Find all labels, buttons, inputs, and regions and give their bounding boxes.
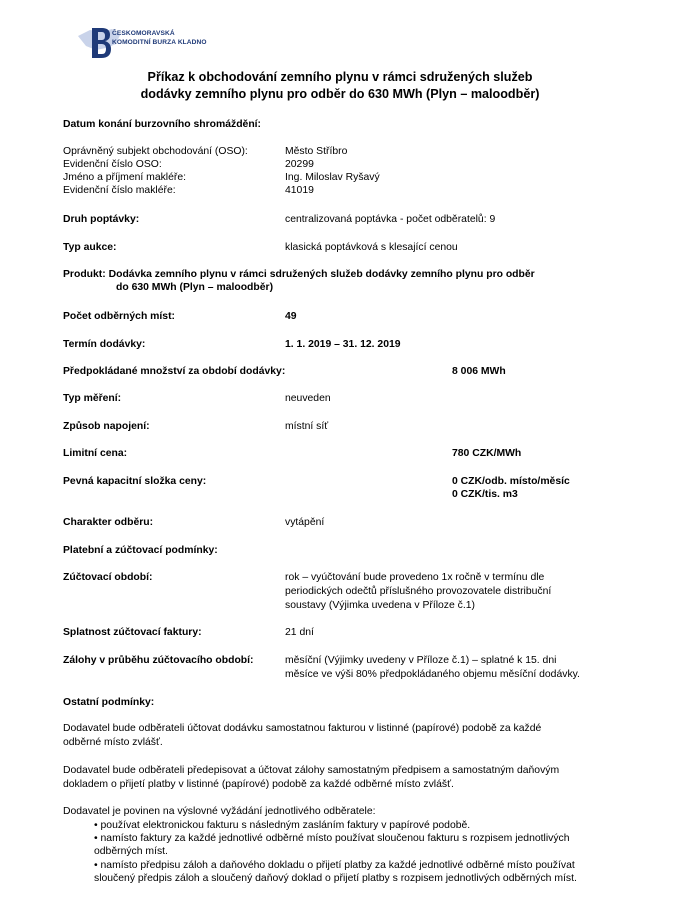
oso-number-label: Evidenční číslo OSO: (63, 159, 162, 170)
paragraph-1-line-1: Dodavatel bude odběrateli účtovat dodávku samostatnou fakturou v listinné (papírové) podobě za každé (63, 723, 542, 734)
capacity-value-1: 0 CZK/odb. místo/měsíc (452, 476, 570, 487)
product-line-1: Produkt: Dodávka zemního plynu v rámci sdružených služeb dodávky zemního plynu pro odběr (63, 269, 535, 280)
broker-number-value: 41019 (285, 185, 314, 196)
billing-period-line-2: periodických odečtů příslušného provozovatele distribuční (285, 586, 552, 597)
paragraph-3: Dodavatel je povinen na výslovné vyžádání jednotlivého odběratele: (63, 806, 376, 817)
advances-label: Zálohy v průběhu zúčtovacího období: (63, 655, 254, 666)
other-conditions-heading: Ostatní podmínky: (63, 697, 155, 708)
product-line-2: do 630 MWh (Plyn – maloodběr) (116, 282, 274, 293)
billing-period-label: Zúčtovací období: (63, 572, 153, 583)
paragraph-2-line-2: dokladem o přijetí platby v listinné (papírové) podobě za každé odběrné místo zvlášť. (63, 779, 454, 790)
page-title (60, 69, 620, 103)
points-label: Počet odběrných míst: (63, 311, 176, 322)
oso-subject-value: Město Stříbro (285, 146, 348, 157)
connection-value: místní síť (285, 421, 329, 432)
capacity-value-2: 0 CZK/tis. m3 (452, 489, 518, 500)
limit-price-label: Limitní cena: (63, 448, 128, 459)
term-label: Termín dodávky: (63, 339, 146, 350)
quantity-value: 8 006 MWh (452, 366, 506, 377)
broker-number-label: Evidenční číslo makléře: (63, 185, 176, 196)
advances-line-2: měsíce ve výši 80% předpokládaného objemu měsíční dodávky. (285, 669, 580, 680)
billing-period-line-1: rok – vyúčtování bude provedeno 1x ročně v termínu dle (285, 572, 545, 583)
logo-line-1: ČESKOMORAVSKÁ (112, 30, 175, 37)
billing-period-line-3: soustavy (Výjimka uvedena v Příloze č.1) (285, 600, 475, 611)
invoice-due-label: Splatnost zúčtovací faktury: (63, 627, 202, 638)
oso-number-value: 20299 (285, 159, 314, 170)
paragraph-1-line-2: odběrné místo zvlášť. (63, 737, 163, 748)
oso-subject-label: Oprávněný subjekt obchodování (OSO): (63, 146, 248, 157)
metering-label: Typ měření: (63, 393, 122, 404)
session-date-label: Datum konání burzovního shromáždění: (63, 119, 262, 130)
logo-text (112, 30, 207, 47)
paragraph-2-line-1: Dodavatel bude odběrateli předepisovat a účtovat zálohy samostatným předpisem a samostatným daňovým (63, 765, 560, 776)
term-value: 1. 1. 2019 – 31. 12. 2019 (285, 339, 401, 350)
bullet-item: • používat elektronickou fakturu s následným zasláním faktury v papírové podobě. (94, 820, 471, 831)
title-line-2: dodávky zemního plynu pro odběr do 630 MWh (Plyn – maloodběr) (140, 87, 540, 101)
title-line-1: Příkaz k obchodování zemního plynu v rámci sdružených služeb (147, 70, 533, 84)
capacity-label: Pevná kapacitní složka ceny: (63, 476, 207, 487)
limit-price-value: 780 CZK/MWh (452, 448, 522, 459)
metering-value: neuveden (285, 393, 331, 404)
character-label: Charakter odběru: (63, 517, 154, 528)
advances-line-1: měsíční (Výjimky uvedeny v Příloze č.1) – splatné k 15. dni (285, 655, 557, 666)
demand-type-value: centralizovaná poptávka - počet odběratelů: 9 (285, 214, 496, 225)
bullet-item: • namísto předpisu záloh a daňového dokladu o přijetí platby za každé jednotlivé odběrné místo používat sloučený předpis záloh a sloučený daňový doklad o přijetí platby s rozpisem jednotlivých odběrných míst. (94, 860, 577, 884)
demand-type-label: Druh poptávky: (63, 214, 140, 225)
broker-name-label: Jméno a příjmení makléře: (63, 172, 187, 183)
bullet-item: • namísto faktury za každé jednotlivé odběrné místo používat sloučenou fakturu s rozpisem jednotlivých odběrných míst. (94, 833, 570, 857)
invoice-due-value: 21 dní (285, 627, 314, 638)
auction-type-label: Typ aukce: (63, 242, 117, 253)
broker-name-value: Ing. Miloslav Ryšavý (285, 172, 380, 183)
quantity-label: Předpokládané množství za období dodávky: (63, 366, 286, 377)
character-value: vytápění (285, 517, 325, 528)
points-value: 49 (285, 311, 297, 322)
payment-terms-heading: Platební a zúčtovací podmínky: (63, 545, 218, 556)
auction-type-value: klasická poptávková s klesající cenou (285, 242, 458, 253)
connection-label: Způsob napojení: (63, 421, 150, 432)
logo-line-2: KOMODITNÍ BURZA KLADNO (112, 38, 207, 46)
